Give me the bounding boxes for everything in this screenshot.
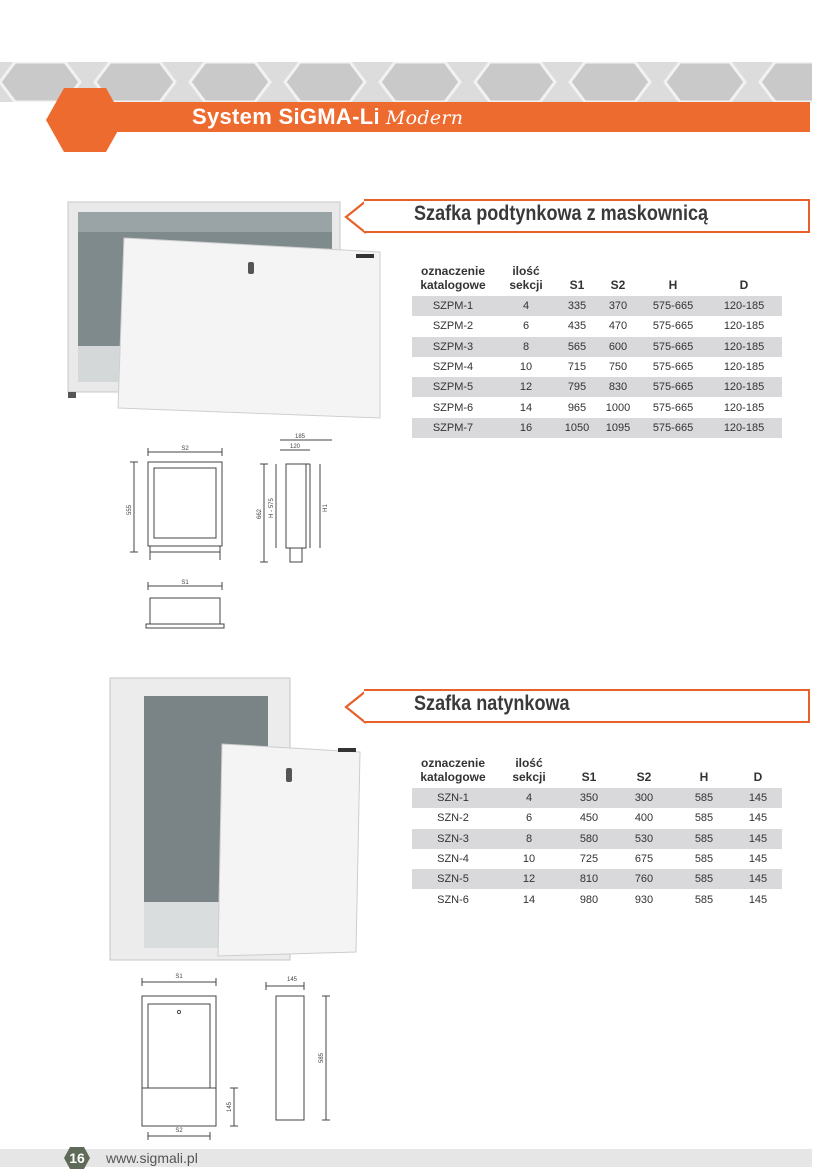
surface-cabinet-drawing — [130, 968, 340, 1144]
page-title: System SiGMA-Li Modern — [192, 104, 464, 129]
table-row: SZPM-1 4 335 370 575-665 120-185 — [412, 296, 782, 316]
table-row: SZPM-3 8 565 600 575-665 120-185 — [412, 337, 782, 357]
col-header: D — [753, 770, 763, 784]
title-suffix: Modern — [385, 107, 464, 129]
col-header: S2 — [610, 278, 626, 292]
col-header: D — [739, 278, 749, 292]
dim-h1: H1 — [323, 504, 329, 512]
table-row: SZN-2 6 450 400 585 145 — [437, 812, 768, 825]
table-row: SZPM-5 12 795 830 575-665 120-185 — [412, 377, 782, 397]
col-header: S1 — [581, 770, 597, 784]
table-row: SZN-5 12 810 760 585 145 — [412, 869, 782, 889]
dim-555: 555 — [127, 504, 133, 516]
table-row: SZPM-4 10 715 750 575-665 120-185 — [432, 361, 765, 374]
col-header: H — [668, 278, 678, 292]
col-header: oznaczenie katalogowe — [420, 264, 486, 292]
page-number: 16 — [69, 1150, 85, 1166]
table-row: SZPM-6 14 965 1000 575-665 120-185 — [432, 401, 765, 414]
dim-585: 585 — [319, 1052, 325, 1064]
section2-title: Szafka natynkowa — [414, 692, 570, 715]
col-header: ilość sekcji — [509, 264, 543, 292]
surface-cabinet-table — [412, 748, 782, 910]
dim-s2: S2 — [181, 446, 189, 452]
dim-145: 145 — [286, 977, 298, 983]
table-row: SZN-4 10 725 675 585 145 — [437, 853, 768, 866]
dim-662: 662 — [257, 508, 263, 520]
dim-h575: H - 575 — [269, 498, 275, 518]
dim-s1: S1 — [175, 974, 183, 980]
section1-title: Szafka podtynkowa z maskownicą — [414, 202, 709, 225]
table-row: SZN-1 4 350 300 585 145 — [412, 788, 782, 808]
dim-185: 185 — [294, 434, 306, 440]
table-row: SZN-3 8 580 530 585 145 — [412, 829, 782, 849]
table-header-row — [412, 748, 782, 784]
col-header: oznaczenie katalogowe — [420, 756, 486, 784]
table-row: SZPM-7 16 1050 1095 575-665 120-185 — [412, 418, 782, 438]
table-row: SZPM-2 6 435 470 575-665 120-185 — [432, 320, 765, 333]
recessed-cabinet-photo — [64, 196, 384, 426]
footer-url[interactable]: www.sigmali.pl — [106, 1150, 198, 1166]
col-header: ilość sekcji — [512, 756, 546, 784]
table-row: SZN-6 14 980 930 585 145 — [437, 893, 768, 906]
dim-s2: S2 — [175, 1128, 183, 1134]
col-header: S1 — [569, 278, 585, 292]
col-header: H — [699, 770, 709, 784]
table-header-row — [412, 256, 782, 292]
recessed-cabinet-drawing — [120, 430, 340, 635]
col-header: S2 — [636, 770, 652, 784]
header-hexagon-icon — [46, 88, 124, 152]
dim-120: 120 — [289, 444, 301, 450]
recessed-cabinet-table — [412, 256, 782, 438]
dim-145-base: 145 — [227, 1101, 233, 1113]
dim-s1: S1 — [181, 580, 189, 586]
surface-cabinet-photo — [106, 676, 366, 966]
